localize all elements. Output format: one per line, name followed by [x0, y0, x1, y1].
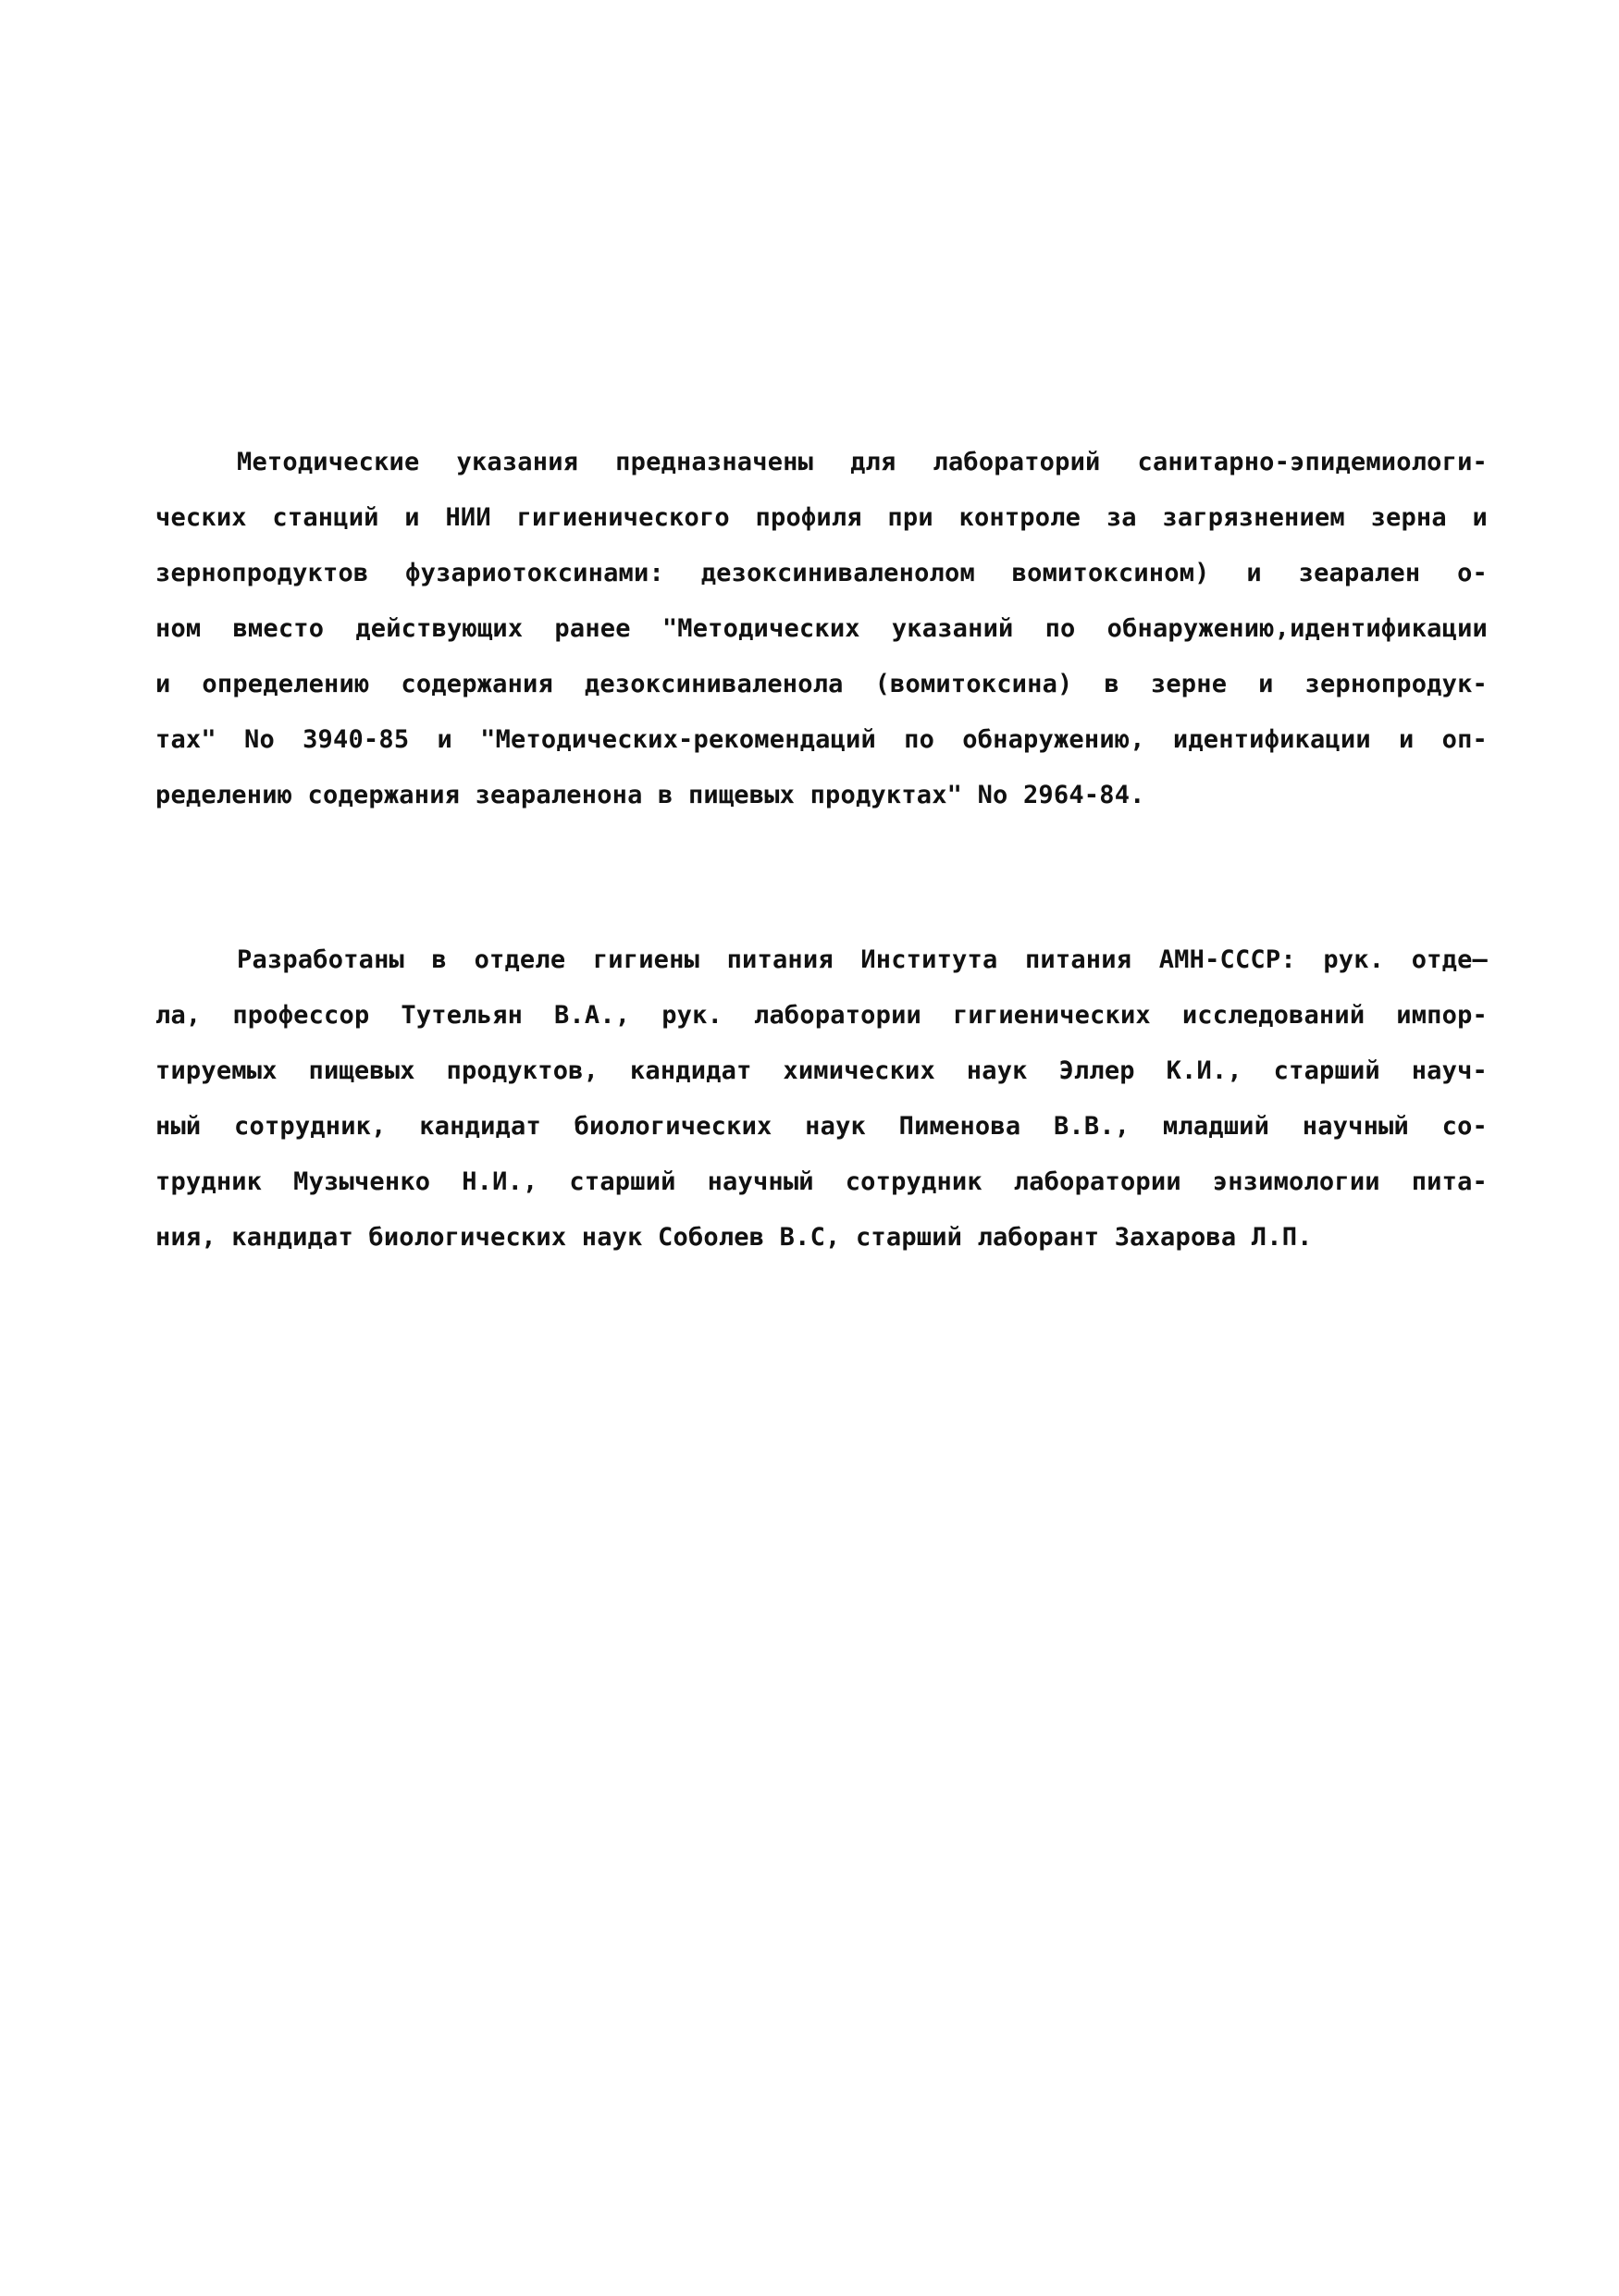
paragraph-line: тируемых пищевых продуктов, кандидат химических наук Эллер К.И., старший науч- [155, 1056, 1488, 1085]
paragraph-line: ном вместо действующих ранее "Методических указаний по обнаружению,идентификации [155, 614, 1488, 643]
paragraph-line: ческих станций и НИИ гигиенического профиля при контроле за загрязнением зерна и [155, 503, 1488, 532]
paragraph-line: трудник Музыченко Н.И., старший научный сотрудник лаборатории энзимологии пита- [155, 1167, 1488, 1196]
paragraph-line: ределению содержания зеараленона в пищевых продуктах" No 2964-84. [155, 781, 1145, 809]
paragraph-line: ния, кандидат биологических наук Соболев В.С, старший лаборант Захарова Л.П. [155, 1223, 1313, 1252]
paragraph-line: ный сотрудник, кандидат биологических наук Пименова В.В., младший научный со- [155, 1112, 1488, 1141]
paragraph-line: и определению содержания дезоксиниваленола (вомитоксина) в зерне и зернопродук- [155, 670, 1488, 698]
purpose-paragraph [155, 435, 1488, 823]
paragraph-line: тах" No 3940-85 и "Методических-рекомендаций по обнаружению, идентификации и оп- [155, 725, 1488, 754]
paragraph-line: зернопродуктов фузариотоксинами: дезоксиниваленолом вомитоксином) и зеарален о- [155, 559, 1488, 587]
paragraph-line: ла, профессор Тутельян В.А., рук. лаборатории гигиенических исследований импор- [155, 1001, 1488, 1030]
paragraph-line: Методические указания предназначены для лабораторий санитарно-эпидемиологи- [237, 448, 1488, 476]
paragraph-line: Разработаны в отделе гигиены питания Института питания АМН-СССР: рук. отде— [237, 945, 1488, 974]
authors-paragraph [155, 932, 1488, 1265]
